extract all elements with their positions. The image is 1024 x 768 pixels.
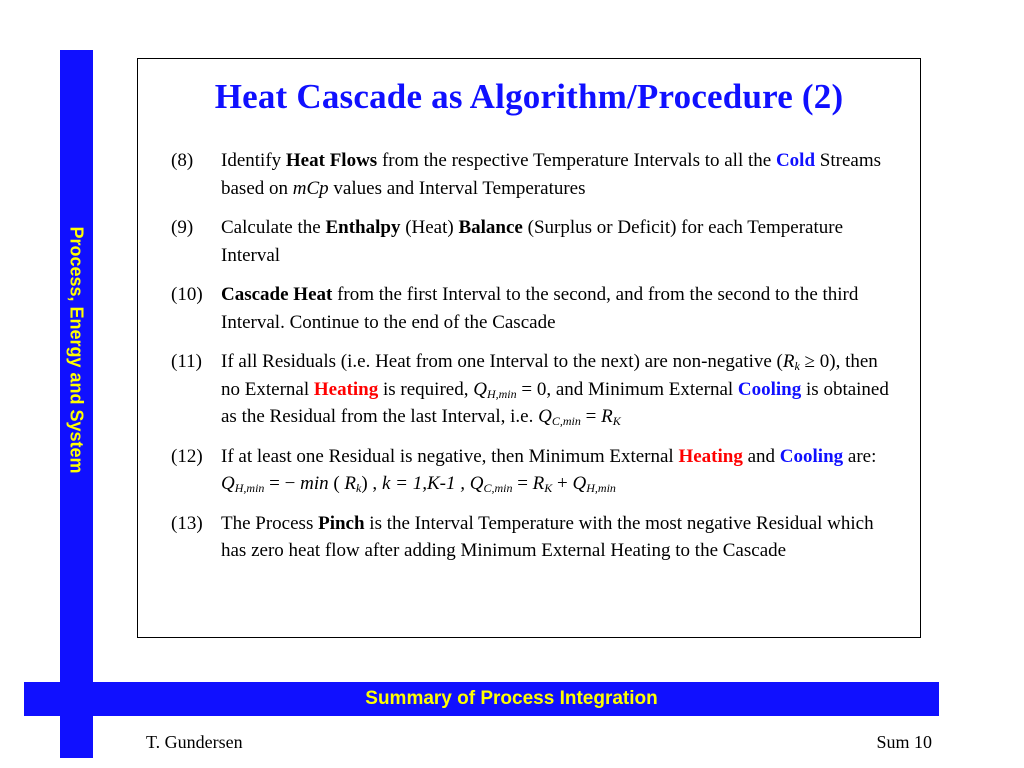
subscript-K: K: [612, 414, 621, 428]
text: is required,: [378, 378, 474, 400]
symbol-r: R: [782, 351, 795, 372]
bottom-banner: [24, 682, 939, 716]
text: The Process: [221, 512, 319, 534]
text: Identify: [221, 150, 286, 171]
text: (Surplus or Deficit) for each Temperature Interval: [221, 217, 844, 266]
text: from the respective Temperature Intervals to all the: [377, 150, 776, 171]
subscript-hmin: H,min: [586, 481, 616, 495]
procedure-list: [171, 147, 901, 577]
list-item-10: [171, 281, 901, 336]
content-frame: [137, 58, 921, 638]
heating-term: Heating: [678, 445, 743, 467]
subscript-hmin: H,min: [486, 386, 517, 401]
footer-page-number: Sum 10: [876, 732, 932, 752]
list-item-12: [171, 443, 901, 498]
subscript-k: k: [356, 481, 362, 495]
enthalpy-term: Enthalpy: [325, 217, 401, 238]
text: (Heat): [400, 217, 459, 238]
text: ) ,: [361, 473, 382, 494]
text: +: [552, 473, 573, 494]
item-number: (9): [171, 217, 194, 238]
heating-term: Heating: [313, 378, 379, 400]
subscript-hmin: H,min: [234, 481, 265, 495]
text: Calculate the: [221, 217, 326, 238]
text: = −: [264, 473, 301, 494]
list-item-11: [171, 348, 901, 431]
text: is the Interval Temperature with the most negative Residual which has zero heat flow after adding Minimum External Heating to the Cascade: [221, 512, 874, 561]
footer-author: T. Gundersen: [146, 732, 243, 752]
list-item-8: [171, 147, 901, 202]
symbol-r: R: [344, 473, 357, 494]
item-number: (8): [171, 150, 194, 171]
symbol-q: Q: [469, 473, 484, 494]
cold-term: Cold: [775, 150, 816, 171]
text: Streams based on: [221, 150, 881, 199]
cooling-term: Cooling: [779, 445, 844, 467]
text: If at least one Residual is negative, then Minimum External: [221, 445, 679, 467]
min-function: min: [300, 473, 329, 494]
index-range: k = 1,K-1 ,: [381, 473, 465, 494]
balance-term: Balance: [458, 217, 523, 238]
symbol-q: Q: [473, 378, 487, 400]
cascade-heat-term: Cascade Heat: [221, 284, 333, 305]
subscript-cmin: C,min: [551, 414, 581, 428]
subscript-cmin: C,min: [483, 481, 513, 495]
pinch-term: Pinch: [318, 512, 365, 534]
text: If all Residuals (i.e. Heat from one Interval to the next) are non-negative (: [221, 351, 783, 372]
symbol-r: R: [532, 473, 545, 494]
symbol-q: Q: [572, 473, 587, 494]
text: and: [742, 445, 780, 467]
text: (: [328, 473, 345, 494]
text: ≥ 0), then no External: [221, 351, 878, 400]
item-number: (13): [171, 512, 203, 534]
text: = 0, and Minimum External: [516, 378, 738, 400]
cooling-term: Cooling: [737, 378, 802, 400]
text: from the first Interval to the second, and from the second to the third Interval. Continue to the end of the Cascade: [221, 284, 859, 333]
symbol-q: Q: [221, 473, 235, 494]
item-number: (11): [171, 351, 202, 372]
item-number: (12): [171, 445, 203, 467]
list-item-13: [171, 510, 901, 565]
text: values and Interval Temperatures: [328, 177, 586, 199]
text: are:: [843, 445, 877, 467]
slide-title: Heat Cascade as Algorithm/Procedure (2): [214, 77, 844, 116]
symbol-q: Q: [538, 406, 552, 427]
list-item-9: [171, 214, 901, 269]
symbol-r: R: [601, 406, 613, 427]
text: =: [512, 473, 533, 494]
mcp-term: mCp: [292, 177, 329, 199]
text: is obtained as the Residual from the last Interval, i.e.: [221, 378, 889, 427]
subscript-K: K: [544, 481, 553, 495]
item-number: (10): [171, 284, 203, 305]
side-title: Process, Energy and System: [66, 226, 87, 474]
bottom-banner-text: Summary of Process Integration: [365, 688, 658, 709]
text: =: [580, 406, 602, 427]
subscript-k: k: [794, 359, 800, 373]
heat-flows-term: Heat Flows: [285, 150, 378, 171]
